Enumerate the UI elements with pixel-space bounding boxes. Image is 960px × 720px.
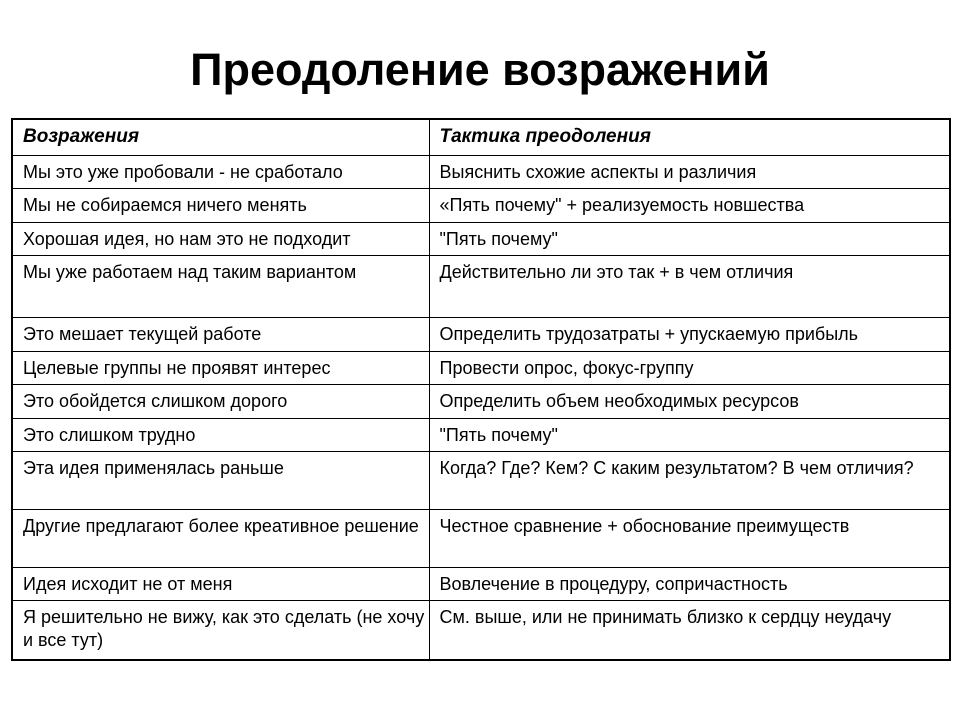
table-row [12, 188, 950, 222]
page-title: Преодоление возражений [190, 44, 770, 95]
objection-text: Мы это уже пробовали - не сработало [23, 161, 343, 182]
objection-cell [12, 451, 429, 509]
objection-text: Целевые группы не проявят интерес [23, 357, 331, 378]
table-row [12, 155, 950, 188]
objection-cell [12, 509, 429, 567]
table-row [12, 509, 950, 567]
objection-text: Это мешает текущей работе [23, 323, 262, 344]
table-header-row [12, 119, 950, 155]
table-row [12, 600, 950, 660]
objection-text: Хорошая идея, но нам это не подходит [23, 228, 351, 249]
objection-cell [12, 188, 429, 222]
tactic-text: Честное сравнение + обоснование преимуществ [439, 515, 850, 536]
tactic-cell [429, 222, 950, 255]
objection-text: Мы не собираемся ничего менять [23, 194, 307, 215]
tactic-cell [429, 418, 950, 451]
tactic-cell [429, 567, 950, 600]
objection-cell [12, 255, 429, 317]
tactic-cell [429, 317, 950, 351]
table-row [12, 255, 950, 317]
tactic-text: Действительно ли это так + в чем отличия [439, 261, 794, 282]
tactic-text: См. выше, или не принимать близко к сердцу неудачу [439, 606, 892, 627]
tactic-text: Определить объем необходимых ресурсов [439, 390, 799, 411]
tactic-cell [429, 600, 950, 660]
objection-text: Другие предлагают более креативное решение [23, 515, 419, 536]
tactic-text: Вовлечение в процедуру, сопричастность [439, 573, 788, 594]
objection-cell [12, 351, 429, 384]
table-row [12, 222, 950, 255]
objection-text: Мы уже работаем над таким вариантом [23, 261, 357, 282]
tactic-text: «Пять почему" + реализуемость новшества [439, 194, 805, 215]
tactic-text: "Пять почему" [439, 228, 558, 249]
objection-cell [12, 155, 429, 188]
objection-text: Идея исходит не от меня [23, 573, 233, 594]
objection-cell [12, 418, 429, 451]
tactic-text: Когда? Где? Кем? С каким результатом? В чем отличия? [439, 457, 914, 478]
table-row [12, 567, 950, 600]
objection-text: Это обойдется слишком дорого [23, 390, 288, 411]
objection-cell [12, 384, 429, 418]
tactic-cell [429, 155, 950, 188]
objection-cell [12, 600, 429, 660]
objection-cell [12, 222, 429, 255]
tactic-cell [429, 451, 950, 509]
objection-cell [12, 317, 429, 351]
table-row [12, 351, 950, 384]
tactic-cell [429, 351, 950, 384]
column-header-tactics: Тактика преодоления [429, 119, 950, 155]
table-row [12, 451, 950, 509]
objections-table [11, 118, 951, 661]
objection-cell [12, 567, 429, 600]
table-row [12, 418, 950, 451]
objection-text: Я решительно не вижу, как это сделать (не хочу и все тут) [23, 606, 425, 650]
tactic-cell [429, 188, 950, 222]
tactic-cell [429, 255, 950, 317]
tactic-text: Провести опрос, фокус-группу [439, 357, 694, 378]
objection-text: Эта идея применялась раньше [23, 457, 284, 478]
tactic-text: Выяснить схожие аспекты и различия [439, 161, 757, 182]
tactic-text: Определить трудозатраты + упускаемую прибыль [439, 323, 859, 344]
objection-text: Это слишком трудно [23, 424, 196, 445]
tactic-text: "Пять почему" [439, 424, 558, 445]
tactic-cell [429, 509, 950, 567]
table-row [12, 317, 950, 351]
tactic-cell [429, 384, 950, 418]
column-header-objections: Возражения [12, 119, 429, 155]
table-row [12, 384, 950, 418]
